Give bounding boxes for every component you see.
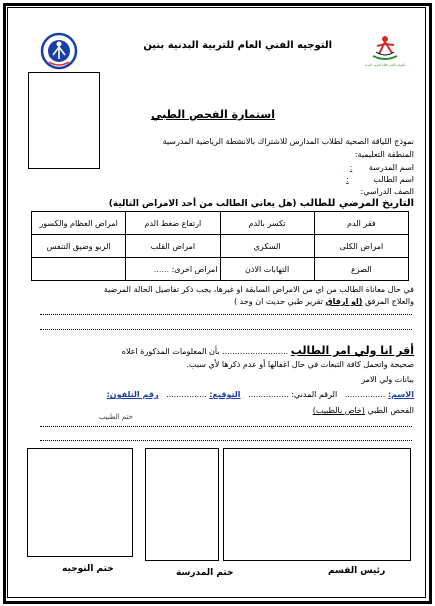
notes-line-2[interactable] (40, 329, 412, 330)
table-row (32, 258, 409, 281)
student-value: : (346, 175, 349, 184)
medical-exam-row (313, 406, 414, 415)
disease-note-2 (234, 297, 414, 306)
table-cell[interactable]: الربو وضيق التنفس (32, 235, 126, 258)
school-label: اسم المدرسة (368, 163, 414, 172)
history-heading-row (109, 198, 414, 209)
student-label: اسم الطالب (373, 175, 414, 184)
kuwait-sport-logo (40, 32, 78, 70)
footer-department-head: رئيس القسم (328, 566, 386, 576)
guardian-signature-label[interactable]: التوقيع: (209, 390, 241, 399)
guardian-civil-id-label[interactable]: الرقم المدني: (291, 390, 338, 399)
table-cell[interactable]: السكري (220, 235, 314, 258)
guardian-phone-label[interactable]: رقم التلفون: (106, 390, 159, 399)
guardian-heading: بيانات ولي الامر (361, 375, 414, 384)
notes-line-1[interactable] (40, 314, 412, 315)
guardian-name-dots: ................ (344, 390, 386, 399)
table-cell[interactable]: تكسر بالدم (220, 212, 314, 235)
student-field[interactable] (346, 175, 414, 184)
logo-caption: التوجيه الفني العام للتربية البدنية (364, 63, 405, 67)
signature-dots: ................ (166, 390, 207, 399)
history-heading: التاريخ المرضي للطالب (299, 198, 414, 209)
header-title: التوجيه الفني العام للتربية البدنية بنين (143, 40, 332, 51)
medical-exam-note: (خاص بالطبيب) (312, 406, 365, 415)
table-cell (32, 258, 126, 281)
disease-note-2-mid: (او ارفاق (325, 297, 363, 306)
consent-line-1 (122, 344, 414, 357)
table-row (32, 212, 409, 235)
medical-exam-label: الفحص الطبي (367, 406, 414, 415)
department-head-box[interactable] (223, 448, 411, 561)
region-label: المنطقة التعليمية: (354, 150, 414, 159)
guidance-stamp-box[interactable] (27, 448, 133, 557)
other-value: ...... (153, 264, 170, 274)
disease-table (31, 211, 409, 281)
footer-guidance-stamp: ختم التوجيه (62, 564, 114, 574)
consent-rest: بأن المعلومات المذكورة اعلاه (121, 347, 220, 356)
school-stamp-box[interactable] (145, 448, 219, 561)
table-cell[interactable]: الصرع (314, 258, 408, 281)
consent-line-2: صحيحة واتحمل كافة التبعات في حال اغفالها أو عدم ذكرها لأي سبب. (186, 360, 414, 369)
medical-line-1[interactable] (40, 426, 412, 427)
form-title: استمارة الفحص الطبي (150, 108, 275, 121)
consent-lead: أقر انا ولي امر الطالب (290, 344, 414, 357)
table-cell-other[interactable] (126, 258, 220, 281)
class-label: الصف الدراسي: (360, 187, 414, 196)
school-field[interactable] (350, 163, 414, 172)
table-cell[interactable]: ارتفاع ضغط الدم (126, 212, 220, 235)
table-row (32, 235, 409, 258)
guardian-fields (107, 390, 414, 399)
table-cell[interactable]: فقر الدم (314, 212, 408, 235)
disease-note-2-pre: والعلاج المرفق (364, 297, 414, 306)
table-cell[interactable]: امراض العظام والكسور (32, 212, 126, 235)
student-photo-box (28, 72, 100, 169)
disease-note-1: في حال معاناة الطالب من اي من الامراض السابقة او غيرها، يجب ذكر تفاصيل الحالة المرضية (103, 285, 414, 294)
footer-school-stamp: ختم المدرسة (176, 568, 234, 578)
guardian-name-label[interactable]: الاسم: (387, 390, 414, 399)
form-subtitle: نموذج اللياقة الصحية لطلاب المدارس للاشتراك بالانشطة الرياضية المدرسية (162, 137, 414, 146)
table-cell[interactable]: امراض الكلى (314, 235, 408, 258)
history-note: (هل يعاني الطالب من أحد الامراض التالية) (108, 199, 297, 209)
disease-note-2-post: تقرير طبي حديث ان وجد ) (233, 297, 323, 306)
school-value: : (349, 163, 353, 172)
table-cell[interactable]: امراض القلب (126, 235, 220, 258)
consent-blank[interactable]: .......................... (222, 347, 289, 356)
table-cell[interactable]: التهابات الاذن (220, 258, 314, 281)
other-label: امراض اخرى: (171, 264, 218, 274)
civil-id-dots: ................ (248, 390, 289, 399)
doctor-stamp-label: ختم الطبيب (98, 413, 133, 421)
medical-line-2[interactable] (40, 440, 412, 441)
